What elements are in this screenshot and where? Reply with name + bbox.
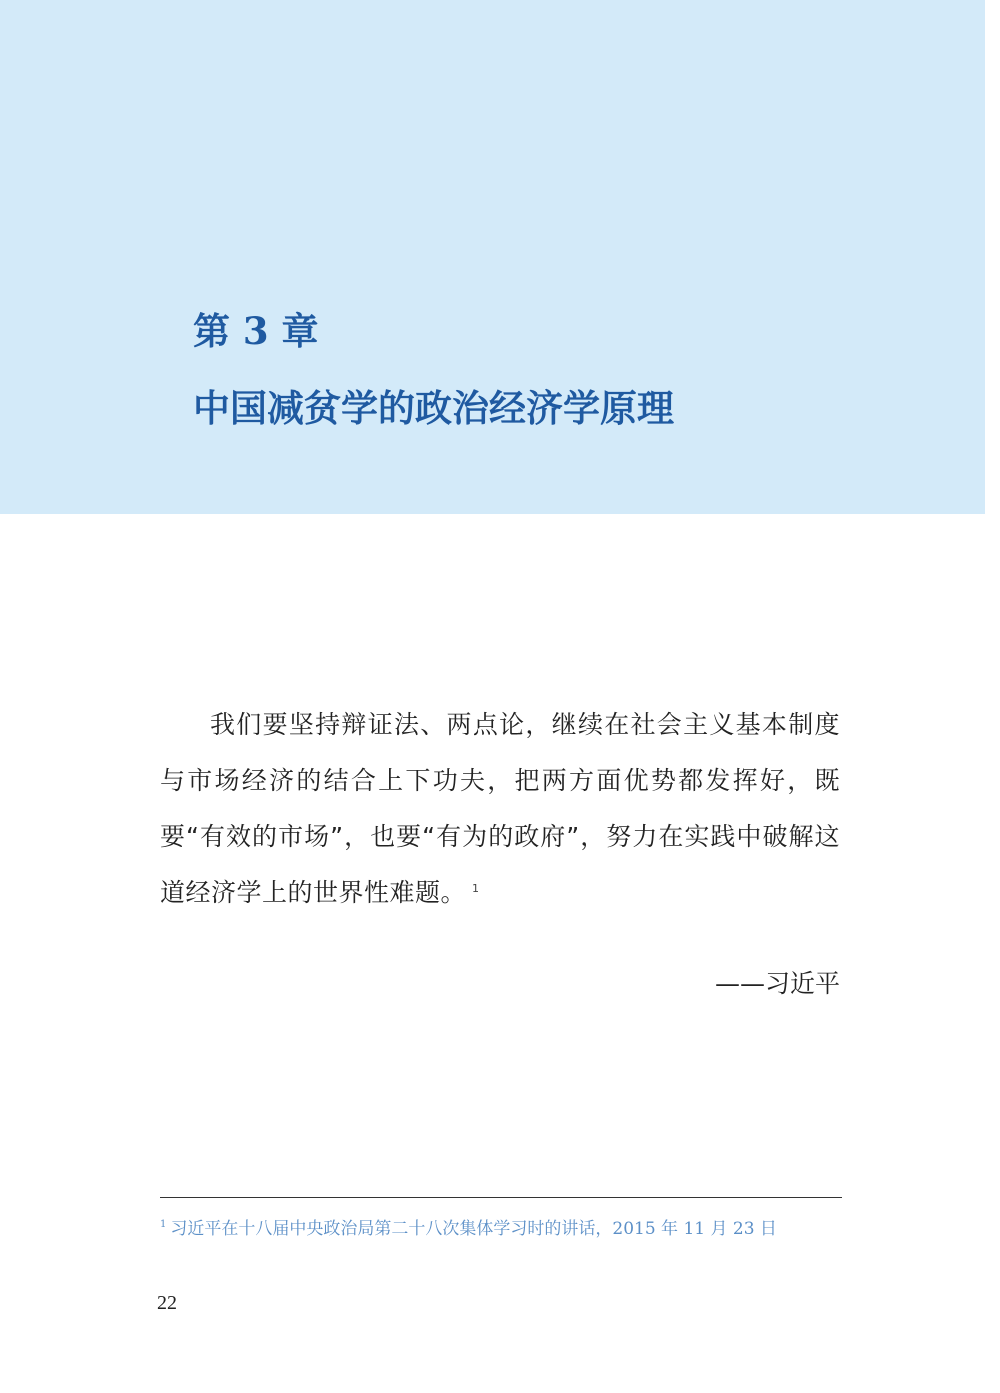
footnote-reference[interactable]: 1 [472, 881, 480, 895]
footnote-divider [160, 1197, 842, 1198]
page-number: 22 [157, 1292, 177, 1314]
footnote-marker: 1 [160, 1219, 167, 1231]
epigraph-attribution: ——习近平 [714, 969, 840, 998]
footnote-text: 习近平在十八届中央政治局第二十八次集体学习时的讲话，2015 年 11 月 23 日 [170, 1219, 777, 1239]
epigraph-text: 我们要坚持辩证法、两点论，继续在社会主义基本制度与市场经济的结合上下功夫，把两方面优势都发挥好，既要“有效的市场”，也要“有为的政府”，努力在实践中破解这道经济学上的世界性难题。 [160, 710, 840, 907]
epigraph-quote [160, 697, 840, 921]
chapter-title: 中国减贫学的政治经济学原理 [193, 386, 674, 430]
chapter-header-band [0, 0, 985, 514]
chapter-number: 第 3 章 [193, 309, 319, 353]
footnote [160, 1215, 777, 1243]
